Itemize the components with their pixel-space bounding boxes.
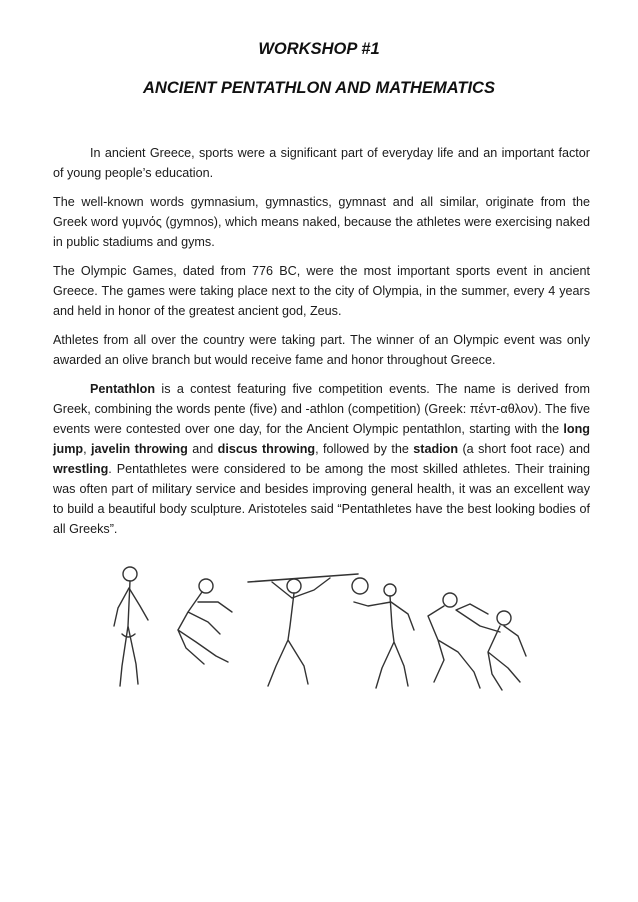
event-discus: discus throwing bbox=[217, 442, 316, 456]
paragraph-olympic-games: The Olympic Games, dated from 776 BC, were the most important sports event in ancient Greece. The games were taking place next to the city of Olympia, in the summer, every 4 years and held in honor of the greatest ancient god, Zeus. bbox=[53, 264, 590, 318]
event-wrestling: wrestling bbox=[53, 462, 109, 476]
text-run: , followed by the bbox=[315, 442, 414, 456]
paragraph-pentathlon bbox=[53, 379, 590, 539]
text-run: , bbox=[83, 442, 92, 456]
text-run: . Pentathletes were considered to be among the most skilled athletes. Their training was often part of military service and besides improving general health, it was an excellent way to build a beautiful body sculpture. Aristoteles said “Pentathletes have the best looking bodies of all Greeks”. bbox=[53, 462, 590, 536]
event-javelin: javelin throwing bbox=[91, 442, 188, 456]
paragraph-intro: In ancient Greece, sports were a significant part of everyday life and an important factor of young people’s education. bbox=[53, 146, 590, 180]
document-body bbox=[53, 143, 590, 548]
athlete-long-jump bbox=[178, 579, 232, 664]
athletes-wrestling bbox=[428, 593, 526, 690]
event-stadion: stadion bbox=[413, 442, 459, 456]
athlete-javelin bbox=[248, 574, 358, 686]
pentathlon-athletes-illustration bbox=[108, 556, 538, 696]
paragraph-gymnasium: The well-known words gymnasium, gymnastics, gymnast and all similar, originate from the Greek word γυμνός (gymnos), which means naked, because the athletes were exercising naked in public stadiums and gyms. bbox=[53, 195, 590, 249]
paragraph-athletes: Athletes from all over the country were taking part. The winner of an Olympic event was only awarded an olive branch but would receive fame and honor throughout Greece. bbox=[53, 333, 590, 367]
text-run: is a contest featuring five competition events. The name is derived from Greek, combining the words pente (five) and -athlon (competition) (Greek: πένт-αθλον). The five events were contested over one day, for the Ancient Olympic pentathlon, starting with the bbox=[53, 382, 590, 436]
workshop-subtitle: ANCIENT PENTATHLON AND MATHEMATICS bbox=[143, 79, 495, 97]
text-run: and bbox=[187, 442, 218, 456]
text-run: (a short foot race) and bbox=[458, 442, 591, 456]
athlete-standing bbox=[114, 567, 148, 686]
workshop-title: WORKSHOP #1 bbox=[258, 40, 380, 58]
event-long-jump: long jump bbox=[53, 422, 590, 456]
athlete-discus bbox=[352, 578, 414, 688]
term-pentathlon: Pentathlon bbox=[90, 382, 156, 396]
